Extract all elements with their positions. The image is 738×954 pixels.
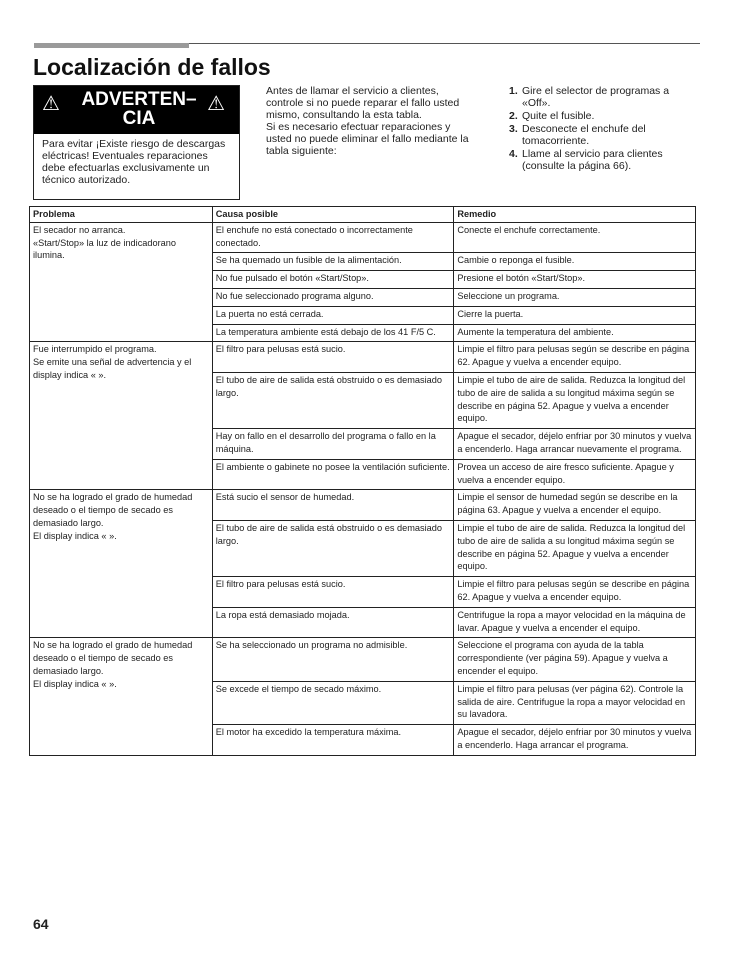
cause-cell: No fue seleccionado programa alguno. [212, 288, 454, 306]
table-row [30, 342, 696, 373]
remedy-cell: Conecte el enchufe correctamente. [454, 222, 696, 253]
remedy-cell: Limpie el filtro para pelusas según se describe en página 62. Apague y vuelva a encender equipo. [454, 342, 696, 373]
header-rule-accent [34, 43, 189, 48]
problem-text: «Start/Stop» la luz de indicadorano ilumina. [33, 237, 177, 261]
problem-cell [30, 342, 213, 490]
step-item [509, 148, 699, 172]
remedy-cell: Limpie el filtro para pelusas (ver página 62). Controle la salida de aire. Centrifugue la ropa a mayor velocidad en su lavadora. [454, 681, 696, 724]
problem-cell [30, 638, 213, 755]
remedy-cell: Seleccione el programa con ayuda de la tabla correspondiente (ver página 59). Apague y vuelva a encender el equipo. [454, 638, 696, 681]
warning-text: Para evitar ¡Existe riesgo de descargas eléctricas! Eventuales reparaciones debe efectuarlas exclusivamente un técnico autorizado. [42, 138, 226, 186]
table-header-row [30, 207, 696, 223]
step-number: 4. [509, 148, 518, 160]
cause-cell: El enchufe no está conectado o incorrectamente conectado. [212, 222, 454, 253]
intro-paragraph: Si es necesario efectuar reparaciones y usted no puede eliminar el fallo mediante la tabla siguiente: [266, 121, 469, 157]
remedy-cell: Centrifugue la ropa a mayor velocidad en la máquina de lavar. Apague y vuelva a encender el equipo. [454, 607, 696, 638]
cause-cell: El filtro para pelusas está sucio. [212, 342, 454, 373]
column-header-cause: Causa posible [212, 207, 454, 223]
problem-cell [30, 222, 213, 342]
remedy-cell: Limpie el tubo de aire de salida. Reduzca la longitud del tubo de aire de salida a su longitud máxima según se describe en página 52. Apague y vuelva a encender equipo. [454, 372, 696, 428]
step-number: 1. [509, 85, 518, 97]
header-rule [189, 43, 700, 44]
intro-text [266, 85, 478, 157]
step-text: Quite el fusible. [522, 110, 595, 122]
table-row [30, 222, 696, 253]
cause-cell: El filtro para pelusas está sucio. [212, 577, 454, 608]
step-number: 3. [509, 123, 518, 135]
problem-text: Fue interrumpido el programa. [33, 344, 157, 355]
warning-icon: ⚠ [42, 93, 60, 115]
cause-cell: Se ha seleccionado un programa no admisible. [212, 638, 454, 681]
cause-cell: Está sucio el sensor de humedad. [212, 490, 454, 521]
problem-text: Se emite una señal de advertencia y el display indica « ». [33, 357, 192, 380]
cause-cell: Se excede el tiempo de secado máximo. [212, 681, 454, 724]
step-number: 2. [509, 110, 518, 122]
table-row [30, 638, 696, 681]
problem-text: El display indica « ». [33, 678, 117, 689]
troubleshooting-table [29, 206, 696, 756]
cause-cell: El motor ha excedido la temperatura máxima. [212, 725, 454, 756]
remedy-cell: Aumente la temperatura del ambiente. [454, 324, 696, 342]
step-item [509, 85, 699, 109]
cause-cell: Hay on fallo en el desarrollo del programa o fallo en la máquina. [212, 429, 454, 460]
remedy-cell: Apague el secador, déjelo enfriar por 30 minutos y vuelva a encenderlo. Haga arrancar nuevamente el programa. [454, 429, 696, 460]
warning-icon: ⚠ [207, 93, 225, 115]
cause-cell: El tubo de aire de salida está obstruido o es demasiado largo. [212, 372, 454, 428]
page-title: Localización de fallos [33, 54, 271, 80]
remedy-cell: Limpie el filtro para pelusas según se describe en página 62. Apague y vuelva a encender equipo. [454, 577, 696, 608]
problem-text: No se ha logrado el grado de humedad deseado o el tiempo de secado es demasiado largo. [33, 492, 193, 528]
cause-cell: No fue pulsado el botón «Start/Stop». [212, 271, 454, 289]
intro-paragraph: Antes de llamar el servicio a clientes, controle si no puede reparar el fallo usted mismo, consultando la esta tabla. [266, 85, 460, 121]
problem-text: El display indica « ». [33, 530, 117, 541]
problem-text: No se ha logrado el grado de humedad deseado o el tiempo de secado es demasiado largo. [33, 640, 193, 676]
column-header-problem: Problema [30, 207, 213, 223]
cause-cell: La ropa está demasiado mojada. [212, 607, 454, 638]
table-row [30, 490, 696, 521]
remedy-cell: Presione el botón «Start/Stop». [454, 271, 696, 289]
remedy-cell: Cambie o reponga el fusible. [454, 253, 696, 271]
page-number: 64 [33, 916, 49, 932]
cause-cell: La puerta no está cerrada. [212, 306, 454, 324]
warning-title: ADVERTEN– CIA [81, 89, 197, 129]
cause-cell: El tubo de aire de salida está obstruido o es demasiado largo. [212, 520, 454, 576]
steps-list [509, 85, 699, 173]
remedy-cell: Seleccione un programa. [454, 288, 696, 306]
step-item [509, 110, 699, 122]
problem-cell [30, 490, 213, 638]
warning-box [33, 85, 240, 200]
warning-header [34, 86, 239, 134]
step-text: Llame al servicio para clientes (consulte la página 66). [522, 148, 663, 172]
cause-cell: La temperatura ambiente está debajo de los 41 F/5 C. [212, 324, 454, 342]
step-text: Gire el selector de programas a «Off». [522, 85, 670, 109]
step-text: Desconecte el enchufe del tomacorriente. [522, 123, 646, 147]
cause-cell: Se ha quemado un fusible de la alimentación. [212, 253, 454, 271]
remedy-cell: Provea un acceso de aire fresco suficiente. Apague y vuelva a encender equipo. [454, 459, 696, 490]
remedy-cell: Limpie el tubo de aire de salida. Reduzca la longitud del tubo de aire de salida a su longitud máxima según se describe en página 52. Apague y vuelva a encender equipo. [454, 520, 696, 576]
remedy-cell: Limpie el sensor de humedad según se describe en la página 63. Apague y vuelva a encender el equipo. [454, 490, 696, 521]
remedy-cell: Cierre la puerta. [454, 306, 696, 324]
problem-text: El secador no arranca. [33, 224, 126, 235]
cause-cell: El ambiente o gabinete no posee la ventilación suficiente. [212, 459, 454, 490]
step-item [509, 123, 699, 147]
column-header-remedy: Remedio [454, 207, 696, 223]
remedy-cell: Apague el secador, déjelo enfriar por 30 minutos y vuelva a encenderlo. Haga arrancar el programa. [454, 725, 696, 756]
